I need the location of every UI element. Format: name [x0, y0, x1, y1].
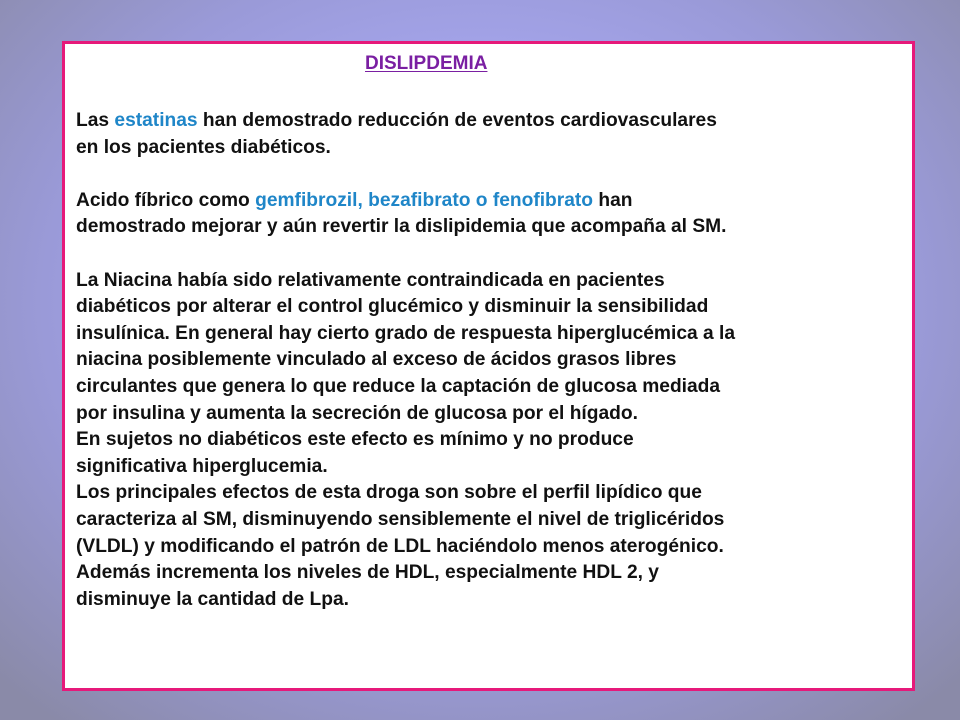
highlight-fibratos: gemfibrozil, bezafibrato o fenofibrato	[255, 189, 594, 211]
paragraph-3-line: En sujetos no diabéticos este efecto es mínimo y no produce	[76, 429, 634, 451]
paragraph-2-line-2: demostrado mejorar y aún revertir la dislipidemia que acompaña al SM.	[76, 216, 727, 238]
paragraph-1-line-2: en los pacientes diabéticos.	[76, 136, 331, 158]
text-run: han demostrado reducción de eventos cardiovasculares	[197, 110, 717, 131]
paragraph-spacer	[76, 241, 904, 268]
paragraph-3-line: significativa hiperglucemia.	[76, 455, 328, 477]
paragraph-3-line: disminuye la cantidad de Lpa.	[76, 588, 349, 610]
paragraph-3-line: insulínica. En general hay cierto grado de respuesta hiperglucémica a la	[76, 322, 735, 344]
paragraph-3-line: La Niacina había sido relativamente contraindicada en pacientes	[76, 269, 665, 291]
paragraph-3-line: Los principales efectos de esta droga son sobre el perfil lipídico que	[76, 482, 702, 504]
paragraph-2-line-1	[76, 188, 904, 215]
paragraph-spacer	[76, 161, 904, 188]
paragraph-3-line: (VLDL) y modificando el patrón de LDL haciéndolo menos aterogénico.	[76, 535, 724, 557]
paragraph-3-line: circulantes que genera lo que reduce la captación de glucosa mediada	[76, 375, 721, 397]
slide-frame	[62, 41, 915, 691]
highlight-estatinas: estatinas	[114, 110, 198, 131]
text-run: Las	[76, 110, 115, 131]
slide-title: DISLIPDEMIA	[365, 53, 488, 74]
paragraph-3-line: por insulina y aumenta la secreción de glucosa por el hígado.	[76, 402, 638, 424]
paragraph-3-line: caracteriza al SM, disminuyendo sensiblemente el nivel de triglicéridos	[76, 508, 725, 530]
text-run: han	[593, 189, 633, 211]
paragraph-1-line-1	[76, 108, 904, 135]
paragraph-3-line: Además incrementa los niveles de HDL, especialmente HDL 2, y	[76, 562, 659, 584]
slide-body	[76, 108, 904, 613]
text-run: Acido fíbrico como	[76, 189, 256, 211]
paragraph-3-line: diabéticos por alterar el control glucémico y disminuir la sensibilidad	[76, 296, 709, 318]
paragraph-3-line: niacina posiblemente vinculado al exceso de ácidos grasos libres	[76, 349, 677, 371]
